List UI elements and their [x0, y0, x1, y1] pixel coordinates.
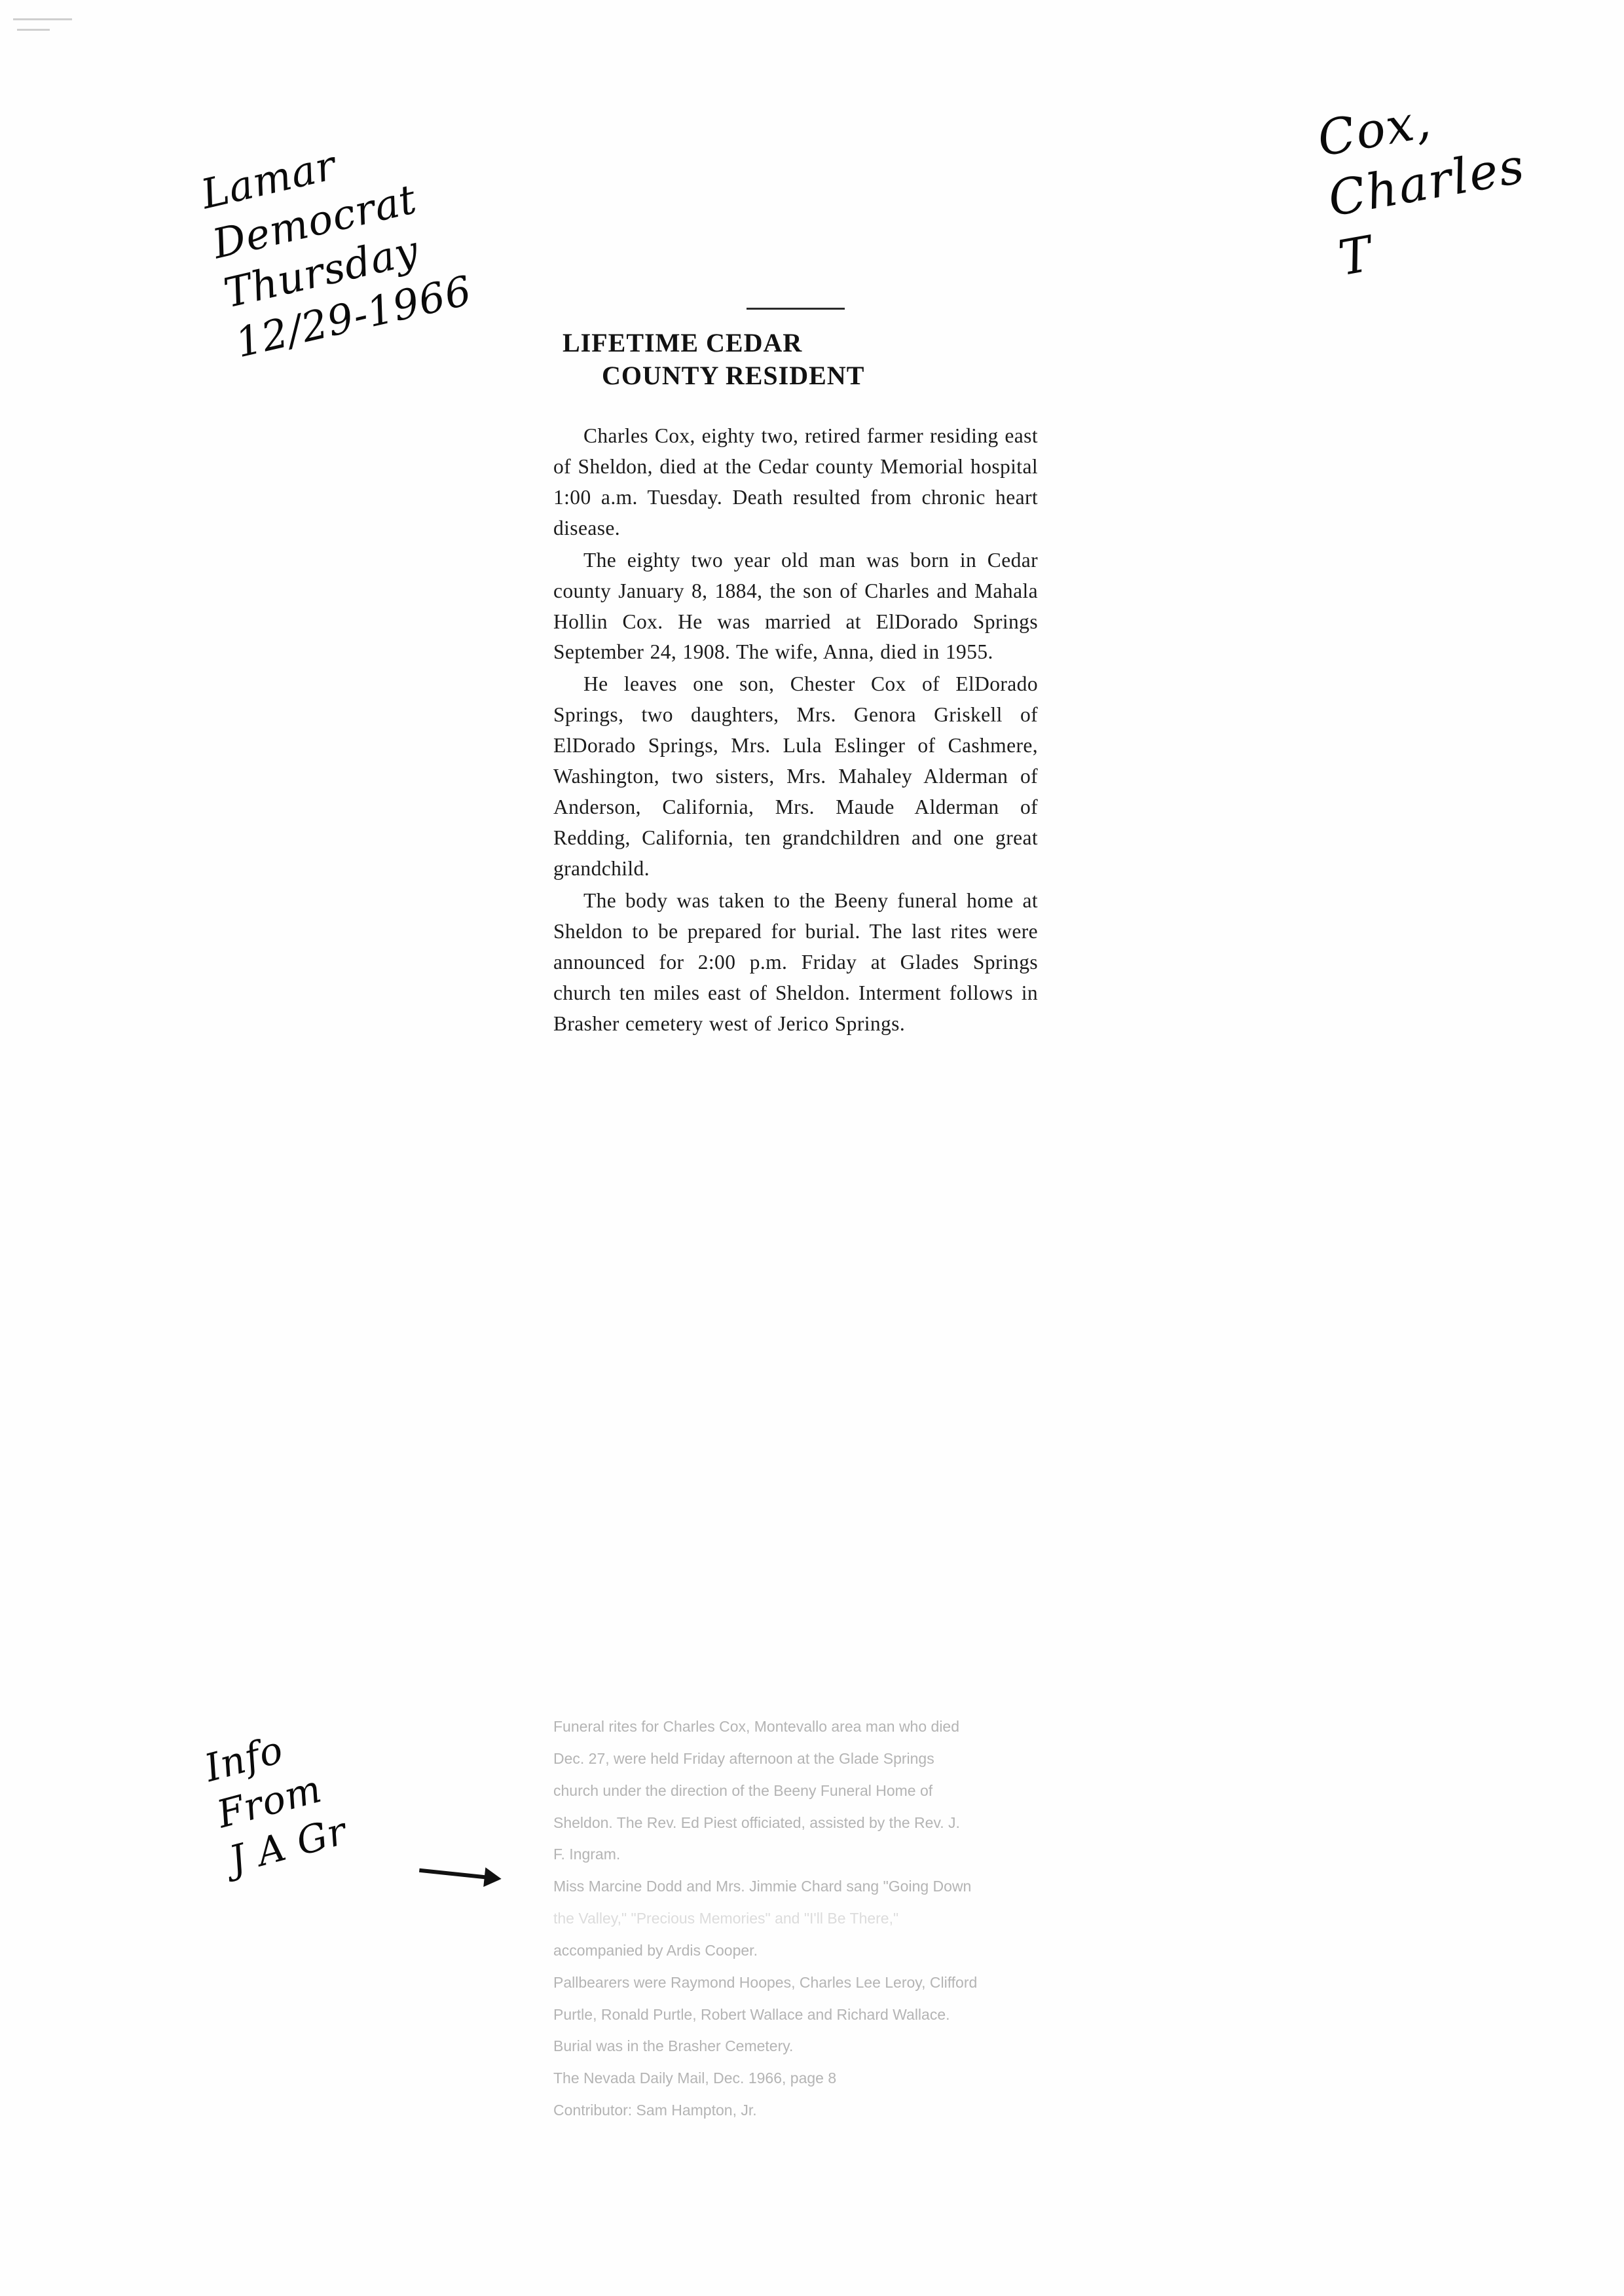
faint-line: the Valley," "Precious Memories" and "I'll Be There," — [553, 1910, 899, 1927]
handwritten-info-source-note: Info From J A Gr — [200, 1726, 352, 1882]
faint-line: accompanied by Ardis Cooper. — [553, 1941, 758, 1959]
faint-line: Burial was in the Brasher Cemetery. — [553, 2037, 794, 2055]
faint-line: Dec. 27, were held Friday afternoon at the Glade Springs — [553, 1749, 934, 1767]
faint-line: church under the direction of the Beeny Funeral Home of — [553, 1781, 933, 1799]
headline-line-2: COUNTY RESIDENT — [602, 361, 865, 390]
handwritten-source-note: Lamar Democrat Thursday 12/29-1966 — [196, 141, 477, 367]
headline-line-1: LIFETIME CEDAR — [563, 328, 803, 357]
clipping-body — [553, 421, 1038, 1039]
faint-line: Miss Marcine Dodd and Mrs. Jimmie Chard sang "Going Down — [553, 1878, 972, 1895]
obituary-paragraph: The eighty two year old man was born in Cedar county January 8, 1884, the son of Charles and Mahala Hollin Cox. He was married at ElDorado Springs September 24, 1908. The wife, Anna, died in 1955. — [553, 548, 1038, 664]
faint-line: Sheldon. The Rev. Ed Piest officiated, assisted by the Rev. J. — [553, 1813, 960, 1831]
divider-rule — [747, 308, 845, 310]
newspaper-clipping — [553, 308, 1038, 1040]
obituary-paragraph: Charles Cox, eighty two, retired farmer residing east of Sheldon, died at the Cedar county Memorial hospital 1:00 a.m. Tuesday. Death resulted from chronic heart disease. — [553, 424, 1038, 539]
page-speckle — [13, 18, 72, 20]
faint-secondary-clipping — [553, 1712, 1208, 2128]
clipping-headline — [553, 327, 1038, 392]
faint-line: The Nevada Daily Mail, Dec. 1966, page 8 — [553, 2069, 837, 2087]
arrow-icon — [419, 1868, 498, 1881]
faint-line: Purtle, Ronald Purtle, Robert Wallace and Richard Wallace. — [553, 2005, 950, 2023]
faint-line: Funeral rites for Charles Cox, Montevallo area man who died — [553, 1718, 960, 1735]
handwritten-surname-note: Cox, Charles T — [1313, 92, 1530, 287]
obituary-paragraph: He leaves one son, Chester Cox of ElDorado Springs, two daughters, Mrs. Genora Griskell of ElDorado Springs, Mrs. Lula Eslinger of Cashmere, Washington, two sisters, Mrs. Mahaley Alderman of Anderson, California, Mrs. Maude Alderman of Redding, California, ten grandchildren and one great grandchild. — [553, 672, 1038, 880]
faint-line: Pallbearers were Raymond Hoopes, Charles Lee Leroy, Clifford — [553, 1973, 978, 1991]
faint-line: F. Ingram. — [553, 1846, 621, 1863]
faint-line: Contributor: Sam Hampton, Jr. — [553, 2102, 757, 2119]
page-speckle — [17, 29, 50, 31]
obituary-paragraph: The body was taken to the Beeny funeral home at Sheldon to be prepared for burial. The last rites were announced for 2:00 p.m. Friday at Glades Springs church ten miles east of Sheldon. Interment follows in Brasher cemetery west of Jerico Springs. — [553, 888, 1038, 1035]
